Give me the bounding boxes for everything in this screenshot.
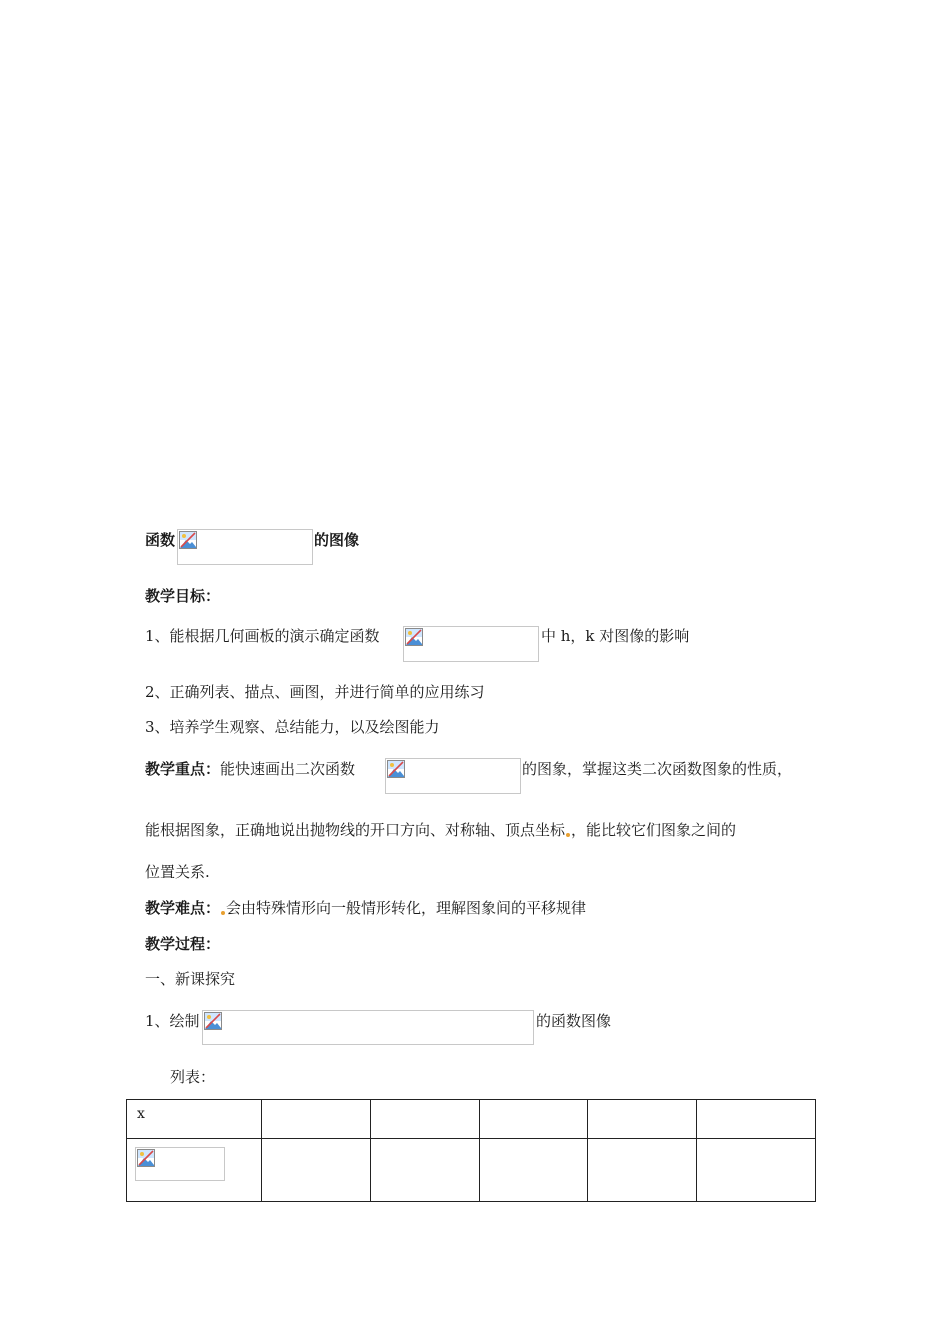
anchor-mark xyxy=(221,911,225,915)
document-title xyxy=(145,530,175,550)
broken-image-icon xyxy=(204,1012,222,1030)
title-prefix: 函数 xyxy=(145,531,176,549)
table-cell xyxy=(697,1100,816,1139)
process-heading: 教学过程： xyxy=(145,935,221,953)
list-label: 列表： xyxy=(170,1068,216,1086)
difficulty-line xyxy=(145,898,586,918)
section-1-heading: 一、新课探究 xyxy=(145,970,236,988)
difficulty-text: 会由特殊情形向一般情形转化，理解图象间的平移规律 xyxy=(226,899,587,917)
formula-image-goal1 xyxy=(403,626,539,662)
broken-image-icon xyxy=(179,531,197,549)
step-1-before: 1、绘制 xyxy=(145,1012,200,1030)
goals-heading: 教学目标： xyxy=(145,587,221,605)
title-suffix: 的图像 xyxy=(314,531,360,549)
table-cell xyxy=(370,1100,479,1139)
step-1-after: 的函数图像 xyxy=(536,1012,612,1030)
key-points-line-2a: 能根据图象，正确地说出抛物线的开口方向、对称轴、顶点坐标 xyxy=(145,821,566,839)
value-table xyxy=(126,1099,816,1202)
formula-image-table xyxy=(135,1147,225,1181)
table-cell xyxy=(479,1139,588,1202)
goal-2: 2、正确列表、描点、画图，并进行简单的应用练习 xyxy=(145,683,485,701)
table-cell xyxy=(370,1139,479,1202)
goal-1-before: 1、能根据几何画板的演示确定函数 xyxy=(145,627,380,645)
table-cell-y-label xyxy=(127,1139,262,1202)
table-row-x xyxy=(127,1100,816,1139)
key-points-after: 的图象，掌握这类二次函数图象的性质， xyxy=(522,760,793,778)
table-cell xyxy=(588,1139,697,1202)
table-cell xyxy=(261,1100,370,1139)
title-suffix-line xyxy=(314,530,359,550)
table-cell-x-label: x xyxy=(127,1100,262,1139)
key-points-line-2 xyxy=(145,820,736,840)
broken-image-icon xyxy=(387,760,405,778)
table-row-y xyxy=(127,1139,816,1202)
table-cell xyxy=(479,1100,588,1139)
broken-image-icon xyxy=(137,1149,155,1167)
formula-image-key-points xyxy=(385,758,521,794)
key-points-line-3: 位置关系. xyxy=(145,863,210,881)
table-cell xyxy=(588,1100,697,1139)
formula-image-step1 xyxy=(202,1010,534,1045)
table-cell xyxy=(697,1139,816,1202)
key-points-line-1 xyxy=(145,759,355,779)
key-points-label: 教学重点： xyxy=(145,760,221,778)
goal-3: 3、培养学生观察、总结能力，以及绘图能力 xyxy=(145,718,440,736)
difficulty-label: 教学难点： xyxy=(145,899,221,917)
key-points-before: 能快速画出二次函数 xyxy=(220,760,356,778)
formula-image-title xyxy=(177,529,313,565)
table-cell xyxy=(261,1139,370,1202)
key-points-line-2b: ，能比较它们图象之间的 xyxy=(571,821,737,839)
broken-image-icon xyxy=(405,628,423,646)
goal-1-after: 中 h，k 对图像的影响 xyxy=(541,627,690,645)
anchor-mark xyxy=(566,833,570,837)
